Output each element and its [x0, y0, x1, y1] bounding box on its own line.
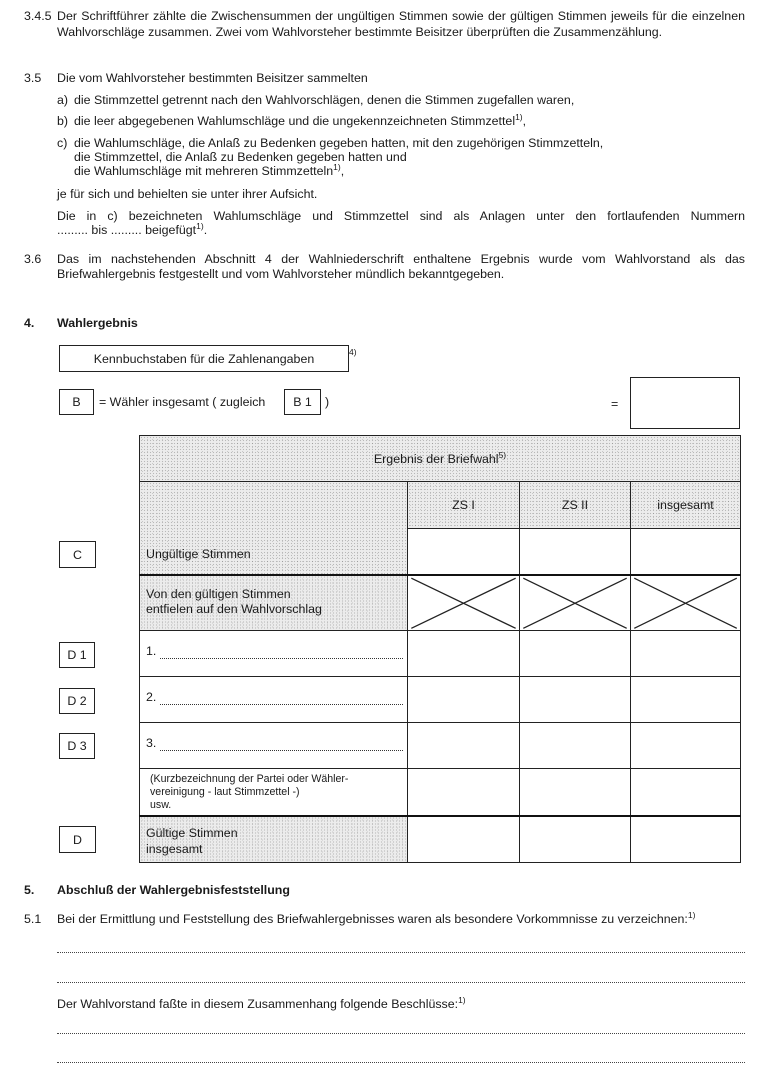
voters-total-field[interactable]: [630, 377, 740, 429]
resolutions-text: Der Wahlvorstand faßte in diesem Zusammenhang folgende Beschlüsse:: [57, 997, 459, 1011]
trail: ,: [340, 164, 345, 178]
code-label: D: [73, 832, 82, 847]
crossed-cell: [631, 575, 741, 631]
cell-d1-total[interactable]: [631, 631, 741, 677]
cell-d2-zs2[interactable]: [520, 677, 631, 723]
party-note-cell: [140, 769, 408, 816]
list-item-text: die Stimmzettel getrennt nach den Wahlvorschlägen, denen die Stimmen zugefallen waren,: [74, 93, 575, 107]
section-number-3-4-5: 3.4.5: [24, 9, 52, 23]
code-label: D 3: [67, 739, 87, 753]
equals-sign: =: [611, 397, 619, 411]
table-title-cell: [140, 436, 741, 482]
table-title: Ergebnis der Briefwahl: [373, 451, 499, 466]
table-row-valid-header: [140, 575, 741, 631]
table-row-note: [140, 769, 741, 816]
column-header-total: [631, 482, 741, 529]
table-row-d1: [140, 631, 741, 677]
crossed-cell: [408, 575, 520, 631]
code-box-d2: [59, 688, 95, 714]
row-label-line: Von den gültigen Stimmen: [146, 586, 291, 601]
list-item-line-text: die Wahlumschläge mit mehreren Stimmzetteln: [74, 164, 334, 178]
footnote-ref: 4): [349, 347, 357, 357]
section-number-5: 5.: [24, 883, 35, 897]
section-5-1-text: [57, 911, 745, 927]
list-item-label: b): [57, 114, 69, 128]
cell-more-total[interactable]: [631, 769, 741, 816]
trail: ,: [522, 114, 527, 128]
row-number: 1.: [146, 643, 157, 658]
party-name-cell-1[interactable]: [140, 631, 408, 677]
code-box-d3: [59, 733, 95, 759]
column-header: ZS II: [561, 498, 589, 512]
code-label: C: [73, 547, 82, 562]
cell-d1-zs1[interactable]: [408, 631, 520, 677]
cross-out-icon: [631, 576, 740, 631]
cell-d1-zs2[interactable]: [520, 631, 631, 677]
row-label-line: Gültige Stimmen: [146, 825, 238, 840]
note-line: usw.: [150, 799, 172, 811]
code-label: D 2: [67, 694, 87, 708]
annex-line2-text: ......... bis ......... beigefügt: [57, 223, 197, 237]
cell-d3-zs2[interactable]: [520, 723, 631, 769]
table-title-row: [140, 436, 741, 482]
footnote-ref: 1): [687, 910, 696, 920]
section-3-4-5-text: Der Schriftführer zählte die Zwischensummen der ungültigen Stimmen sowie der gültigen Stimmen jeweils für die einzelnen Wahlvorschläge zusammen. Zwei vom Wahlvorsteher bestimmte Beisitzer überprüften die Zusammenzählung.: [57, 9, 745, 39]
trail: .: [203, 223, 208, 237]
section-4-title: Wahlergebnis: [57, 316, 138, 330]
party-name-blank: [160, 694, 403, 705]
footnote-ref: 5): [498, 449, 507, 460]
row-label: Ungültige Stimmen: [146, 546, 251, 561]
section-number-5-1: 5.1: [24, 912, 42, 926]
code-box-c: [59, 541, 96, 568]
cell-more-zs1[interactable]: [408, 769, 520, 816]
list-item-label: c): [57, 136, 68, 150]
section-3-5-intro: Die vom Wahlvorsteher bestimmten Beisitzer sammelten: [57, 71, 368, 85]
cell-more-zs2[interactable]: [520, 769, 631, 816]
table-row-d3: [140, 723, 741, 769]
list-item-text: [74, 113, 526, 129]
section-number-3-5: 3.5: [24, 71, 42, 85]
table-row-valid-total: [140, 816, 741, 863]
kennbuchstaben-box: [59, 345, 349, 372]
kennbuchstaben-label: Kennbuchstaben für die Zahlenangaben: [93, 351, 315, 366]
code-box-d: [59, 826, 96, 853]
footnote-ref: 1): [458, 995, 466, 1005]
note-line: vereinigung - laut Stimmzettel -): [150, 786, 300, 798]
section-3-6-line2: Briefwahlergebnis festgestellt und vom Wahlvorsteher mündlich bekanntgegeben.: [57, 267, 505, 281]
resolutions-line-1[interactable]: [57, 1033, 745, 1034]
close-paren: ): [325, 395, 330, 409]
cross-out-icon: [408, 576, 519, 631]
incidents-line-2[interactable]: [57, 982, 745, 983]
code-box-d1: [59, 642, 95, 668]
cell-d2-zs1[interactable]: [408, 677, 520, 723]
row-number: 3.: [146, 735, 157, 750]
cell-valid-total[interactable]: [631, 816, 741, 863]
note-line: (Kurzbezeichnung der Partei oder Wähler-: [150, 773, 349, 785]
results-table: [139, 435, 741, 863]
section-3-5-after: je für sich und behielten sie unter ihrer Aufsicht.: [57, 187, 318, 201]
resolutions-prompt: [57, 996, 745, 1012]
section-5-title: Abschluß der Wahlergebnisfeststellung: [57, 883, 290, 897]
cross-out-icon: [520, 576, 630, 631]
row-label-valid-total: [140, 816, 408, 863]
cell-valid-zs2[interactable]: [520, 816, 631, 863]
column-header-zs2: [520, 482, 631, 529]
cell-invalid-total[interactable]: [631, 529, 741, 575]
party-name-cell-2[interactable]: [140, 677, 408, 723]
party-name-blank: [160, 648, 403, 659]
list-item-label: a): [57, 93, 69, 107]
section-3-6-line1: Das im nachstehenden Abschnitt 4 der Wahlniederschrift enthaltene Ergebnis wurde vom Wahlvorstand als das: [57, 252, 745, 266]
row-label-line: entfielen auf den Wahlvorschlag: [146, 601, 322, 616]
footnote-ref: 1): [515, 112, 523, 122]
party-name-blank: [160, 740, 403, 751]
list-item-line: die Wahlumschläge, die Anlaß zu Bedenken gegeben hatten, mit den zugehörigen Stimmzetteln,: [74, 136, 604, 150]
cell-invalid-zs2[interactable]: [520, 529, 631, 575]
row-label-invalid: [140, 482, 408, 575]
row-number: 2.: [146, 689, 157, 704]
column-header-row: [140, 482, 741, 529]
column-header-zs1: [408, 482, 520, 529]
code-label: B 1: [293, 395, 312, 409]
section-3-5-annex-line1: Die in c) bezeichneten Wahlumschläge und Stimmzettel sind als Anlagen unter den fortlaufenden Nummern: [57, 209, 745, 223]
voters-total-label: = Wähler insgesamt ( zugleich: [99, 395, 266, 409]
footnote-ref: 1): [196, 221, 204, 231]
list-item-line: die Stimmzettel, die Anlaß zu Bedenken gegeben hatten und: [74, 150, 407, 164]
resolutions-line-2[interactable]: [57, 1062, 745, 1063]
incidents-line-1[interactable]: [57, 952, 745, 953]
row-label-valid-distribution: [140, 575, 408, 631]
section-3-5-annex-line2: [57, 222, 745, 238]
section-number-4: 4.: [24, 316, 35, 330]
cell-d2-total[interactable]: [631, 677, 741, 723]
list-item-line: [74, 163, 344, 179]
column-header: ZS I: [452, 498, 475, 512]
party-name-cell-3[interactable]: [140, 723, 408, 769]
code-label: D 1: [67, 648, 87, 662]
footnote-ref: 1): [333, 162, 341, 172]
code-label: B: [72, 395, 81, 409]
crossed-cell: [520, 575, 631, 631]
table-row-d2: [140, 677, 741, 723]
section-number-3-6: 3.6: [24, 252, 42, 266]
code-box-b: [59, 389, 94, 415]
cell-d3-zs1[interactable]: [408, 723, 520, 769]
cell-valid-zs1[interactable]: [408, 816, 520, 863]
cell-invalid-zs1[interactable]: [408, 529, 520, 575]
code-box-b1: [284, 389, 321, 415]
incidents-prompt: Bei der Ermittlung und Feststellung des Briefwahlergebnisses waren als besondere Vorkommnisse zu verzeichnen:: [57, 912, 688, 926]
row-label-line: insgesamt: [146, 841, 203, 856]
column-header: insgesamt: [657, 498, 714, 512]
cell-d3-total[interactable]: [631, 723, 741, 769]
list-item-line: die leer abgegebenen Wahlumschläge und die ungekennzeichneten Stimmzettel: [74, 114, 516, 128]
